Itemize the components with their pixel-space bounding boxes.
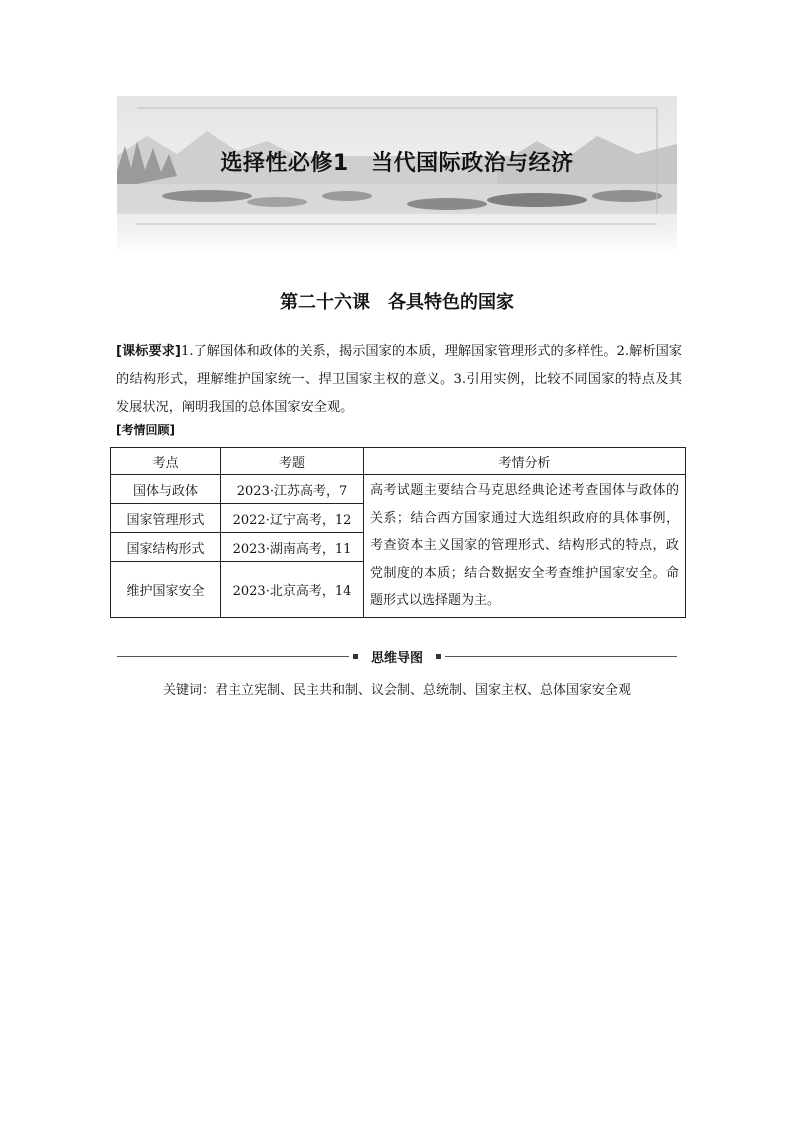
exam-review-table — [110, 447, 686, 618]
keywords-line: 关键词：君主立宪制、民主共和制、议会制、总统制、国家主权、总体国家安全观 — [162, 683, 631, 698]
banner-title: 选择性必修1 当代国际政治与经济 — [220, 151, 574, 176]
header-analysis: 考情分析 — [364, 448, 686, 475]
mindmap-label: 思维导图 — [370, 651, 423, 666]
divider-line-right — [445, 656, 677, 657]
exam-review-label: [考情回顾] — [116, 423, 175, 437]
row-exam: 2023·湖南高考，11 — [221, 533, 364, 562]
row-point: 国家结构形式 — [111, 533, 221, 562]
row-point: 维护国家安全 — [111, 562, 221, 617]
divider-square-icon — [436, 654, 441, 659]
header-point: 考点 — [111, 448, 221, 475]
mindmap-divider — [117, 646, 677, 668]
lesson-title: 第二十六课 各具特色的国家 — [280, 292, 514, 313]
table-row — [111, 475, 686, 504]
row-exam: 2023·江苏高考，7 — [221, 475, 364, 504]
table-header-row — [111, 448, 686, 475]
row-exam: 2022·辽宁高考，12 — [221, 504, 364, 533]
analysis-cell: 高考试题主要结合马克思经典论述考查国体与政体的关系；结合西方国家通过大选组织政府的具体事例，考查资本主义国家的管理形式、结构形式的特点，政党制度的本质；结合数据安全考查维护国家安全。命题形式以选择题为主。 — [364, 475, 686, 618]
requirements-tag: [课标要求] — [116, 344, 181, 359]
requirements-text: 1.了解国体和政体的关系，揭示国家的本质，理解国家管理形式的多样性。2.解析国家的结构形式，理解维护国家统一、捍卫国家主权的意义。3.引用实例，比较不同国家的特点及其发展状况，阐明我国的总体国家安全观。 — [116, 344, 682, 415]
curriculum-requirements — [116, 338, 682, 422]
chapter-banner — [117, 96, 677, 254]
row-exam: 2023·北京高考，14 — [221, 562, 364, 617]
header-exam: 考题 — [221, 448, 364, 475]
row-point: 国家管理形式 — [111, 504, 221, 533]
row-point: 国体与政体 — [111, 475, 221, 504]
